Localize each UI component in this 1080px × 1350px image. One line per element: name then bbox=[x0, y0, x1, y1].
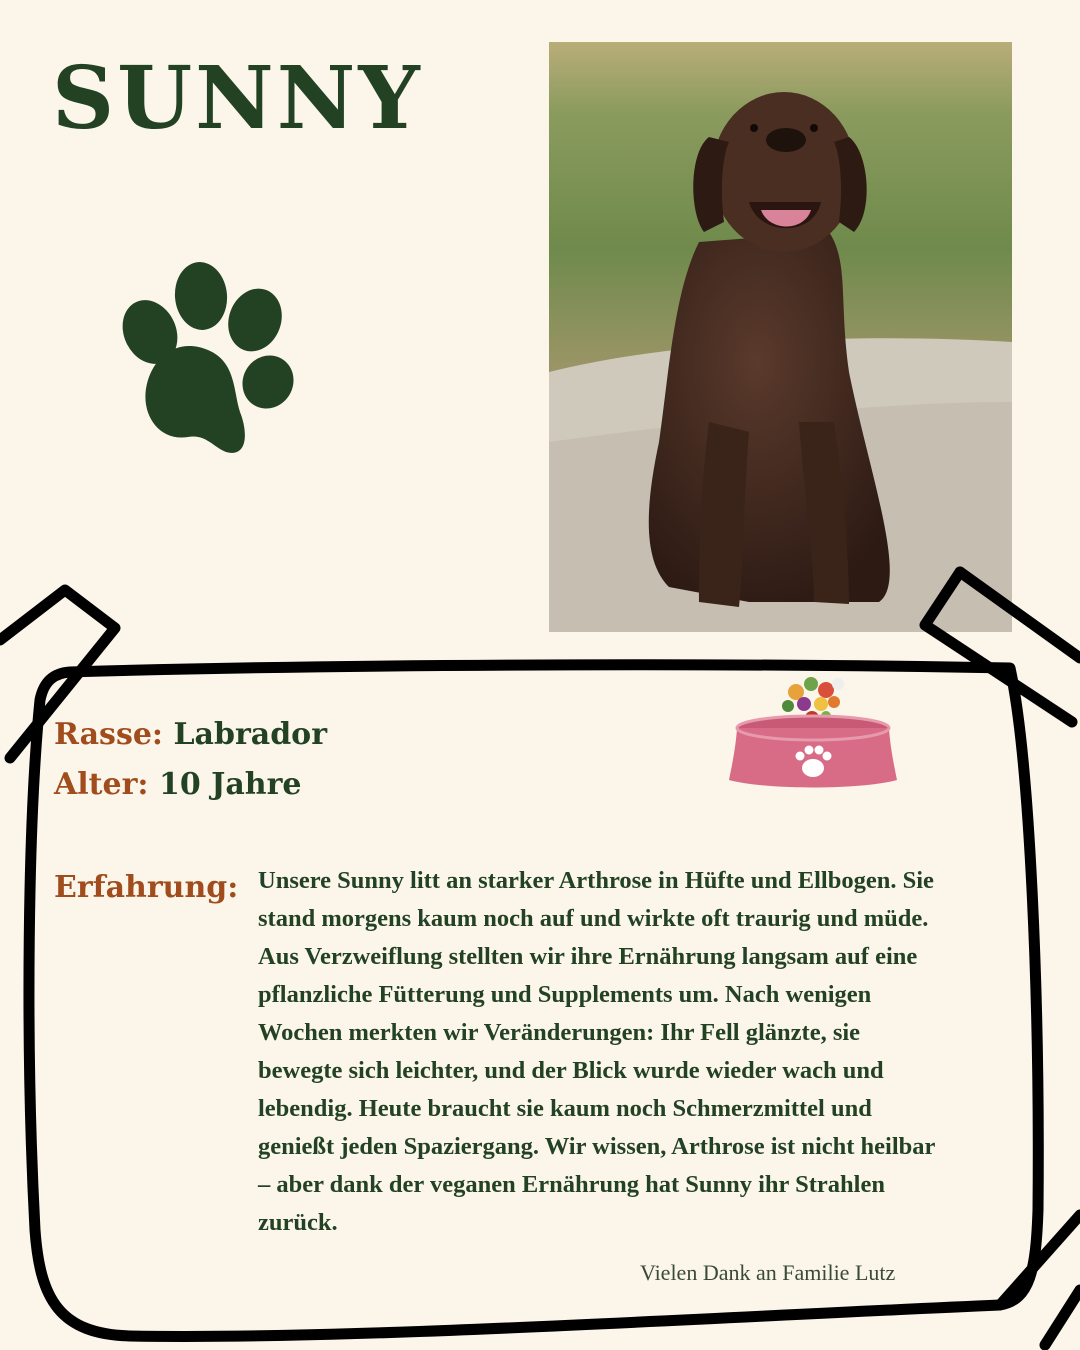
breed-row bbox=[54, 717, 327, 752]
food-bowl-icon bbox=[726, 672, 900, 794]
page-title: SUNNY bbox=[52, 48, 423, 149]
breed-label: Rasse: bbox=[54, 717, 163, 752]
dog-photo bbox=[549, 42, 1012, 632]
paw-print-icon bbox=[108, 262, 298, 462]
experience-label: Erfahrung: bbox=[54, 870, 239, 905]
thanks-note: Vielen Dank an Familie Lutz bbox=[640, 1260, 896, 1285]
breed-value: Labrador bbox=[173, 717, 327, 752]
age-label: Alter: bbox=[54, 767, 149, 802]
age-value: 10 Jahre bbox=[158, 767, 302, 802]
age-row bbox=[54, 767, 302, 802]
experience-text: Unsere Sunny litt an starker Arthrose in Hüfte und Ellbogen. Sie stand morgens kaum noch auf und wirkte oft traurig und müde. Aus Verzweiflung stellten wir ihre Ernährung langsam auf eine pflanzliche Fütterung und Supplements um. Nach wenigen Wochen merkten wir Veränderungen: Ihr Fell glänzte, sie bewegte sich leichter, und der Blick wurde wieder wach und lebendig. Heute braucht sie kaum noch Schmerzmittel und genießt jeden Spaziergang. Wir wissen, Arthrose ist nicht heilbar – aber dank der veganen Ernährung hat Sunny ihr Strahlen zurück. bbox=[258, 867, 935, 1236]
